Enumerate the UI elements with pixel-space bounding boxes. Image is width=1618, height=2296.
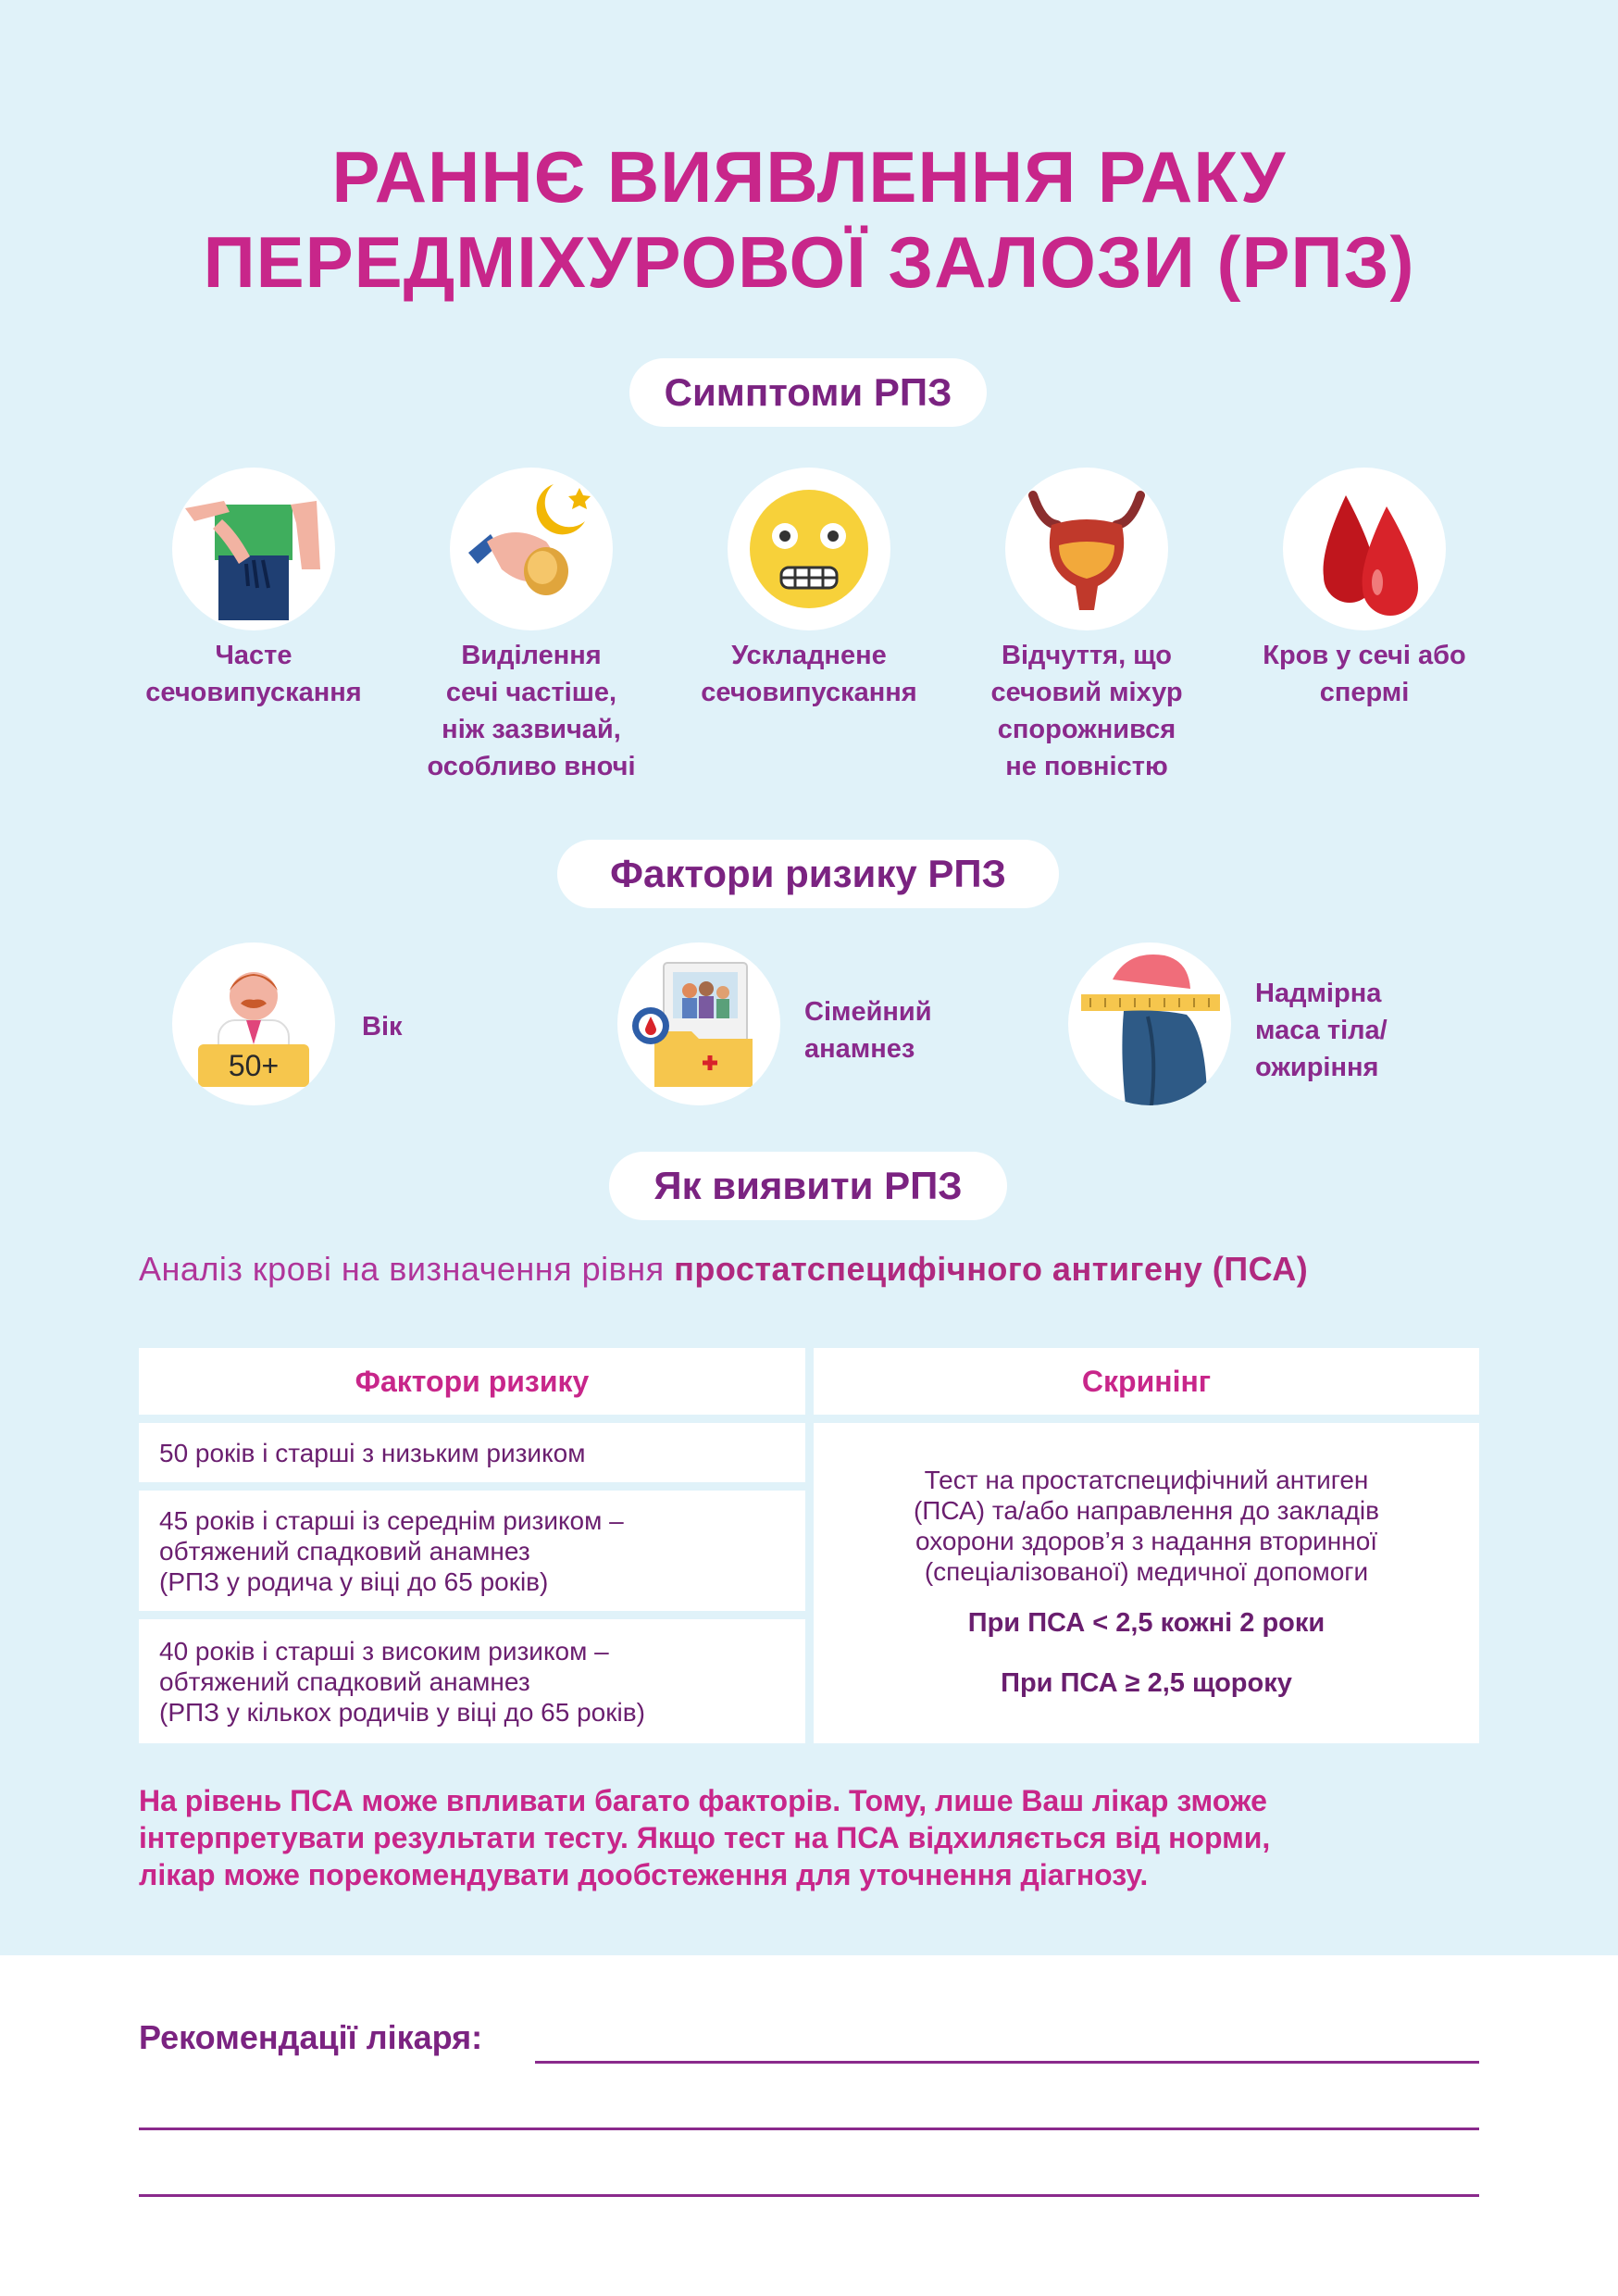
frequent-urination-icon	[172, 468, 335, 630]
symptoms-heading: Симптоми РПЗ	[629, 358, 987, 427]
age-badge: 50+	[228, 1049, 280, 1082]
psa-intro	[139, 1250, 1481, 1289]
risk-label-weight: Надмірна маса тіла/ ожиріння	[1255, 979, 1388, 1082]
age-icon	[172, 942, 335, 1105]
risk-label-family: Сімейний анамнез	[804, 997, 932, 1064]
table-row: 45 років і старші із середнім ризиком – обтяжений спадковий анамнез (РПЗ у родича у віці до 65 років)	[139, 1491, 805, 1611]
symptom-label-4: Відчуття, що сечовий міхур спорожнився не повністю	[990, 641, 1183, 781]
page-title	[0, 134, 1618, 305]
recommendation-line-2	[139, 2128, 1479, 2130]
symptom-label-1: Часте сечовипускання	[145, 641, 362, 707]
screening-rule-high: При ПСА ≥ 2,5 щороку	[1001, 1668, 1292, 1698]
table-row: 50 років і старші з низьким ризиком	[139, 1423, 805, 1482]
risk-factors-heading: Фактори ризику РПЗ	[557, 840, 1059, 908]
risk-label-age: Вік	[362, 1012, 403, 1042]
psa-intro-text: Аналіз крові на визначення рівня	[139, 1250, 675, 1288]
psa-note: На рівень ПСА може впливати багато факторів. Тому, лише Ваш лікар зможе інтерпретувати результати тесту. Якщо тест на ПСА відхиляється від норми, лікар може порекомендувати дообстеження для уточнення діагнозу.	[139, 1784, 1271, 1891]
table-header-risk: Фактори ризику	[139, 1348, 805, 1415]
recommendations-label: Рекомендації лікаря:	[139, 2018, 483, 2056]
family-history-icon	[617, 942, 780, 1105]
bladder-icon	[1005, 468, 1168, 630]
title-line-2: ПЕРЕДМІХУРОВОЇ ЗАЛОЗИ (РПЗ)	[203, 221, 1415, 303]
nocturia-icon	[450, 468, 613, 630]
symptom-label-2: Виділення сечі частіше, ніж зазвичай, особливо вночі	[427, 641, 636, 781]
table-row: 40 років і старші з високим ризиком – обтяжений спадковий анамнез (РПЗ у кількох родичів у віці до 65 років)	[139, 1619, 805, 1743]
screening-text: Тест на простатспецифічний антиген (ПСА) та/або направлення до закладів охорони здоров’я з надання вторинної (спеціалізованої) медичної допомоги	[913, 1466, 1379, 1586]
psa-intro-bold: простатспецифічного антигену (ПСА)	[674, 1250, 1309, 1288]
symptom-label-5: Кров у сечі або спермі	[1263, 641, 1466, 707]
recommendation-line-3	[139, 2194, 1479, 2197]
overweight-icon	[1068, 942, 1231, 1105]
screening-cell	[814, 1423, 1479, 1743]
title-line-1: РАННЄ ВИЯВЛЕННЯ РАКУ	[331, 136, 1287, 218]
strained-face-icon	[728, 468, 890, 630]
symptom-label-3: Ускладнене сечовипускання	[701, 641, 917, 707]
blood-drops-icon	[1283, 468, 1446, 630]
detection-heading: Як виявити РПЗ	[609, 1152, 1007, 1220]
table-header-screening: Скринінг	[814, 1348, 1479, 1415]
screening-rule-low: При ПСА < 2,5 кожні 2 роки	[967, 1608, 1326, 1638]
recommendation-line-1	[535, 2061, 1479, 2064]
